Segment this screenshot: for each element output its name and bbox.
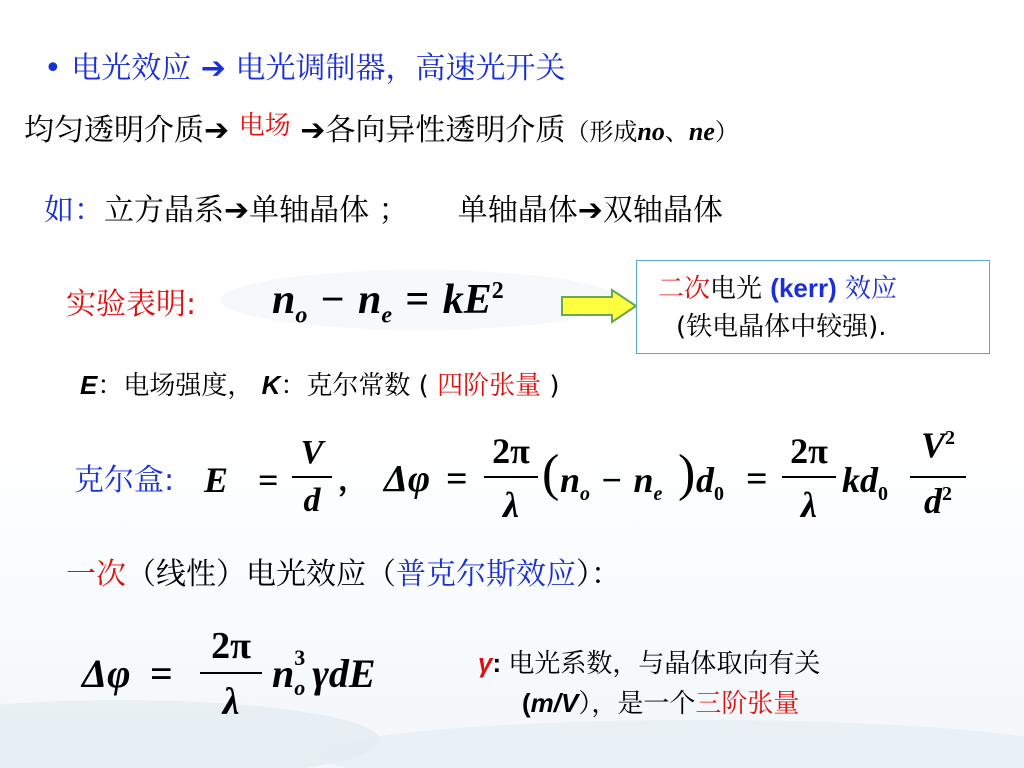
symbol-gamma: γ [478,648,493,678]
third-order-tensor: 三阶张量 [695,689,800,719]
eq2-kd0 [842,462,888,504]
text-uniform-medium: 均匀透明介质 [24,113,204,148]
eq2-rparen: ) [678,445,696,502]
text-anisotropic-medium: 各向异性透明介质 [325,113,566,148]
eq1-E: E [204,460,229,500]
kerr-electro-optic: 电光 [710,274,771,304]
block-arrow-icon [560,288,640,324]
pockels-effect: 普克尔斯效应 [396,557,576,592]
symbol-K: K [261,370,281,400]
separator: 、 [664,118,689,146]
eq2-diff [560,462,662,504]
eq1-equals: = [258,460,279,500]
eq-d: d [924,481,942,521]
eq-kE: kE [442,277,492,323]
eq-d: d [696,460,714,500]
eq-minus: − [601,460,622,500]
line-definitions [80,372,560,399]
eq-sup: 2 [945,427,955,449]
text-biaxial: 双轴晶体 [602,193,723,228]
eq2-den: λ [503,485,519,525]
eq1-den: d [303,482,321,519]
kerr-effect: 效应 [836,274,898,304]
eq-sub: o [294,675,306,700]
kerr-box-line2: (铁电晶体中较强). [676,312,887,342]
kerr-cell-label: 克尔盒: [74,463,175,498]
arrow-icon: ➔ [577,193,603,228]
eq1-comma: ， [338,464,368,497]
text-electric-field: 电场 [238,111,291,141]
eq1-num: V [300,434,324,471]
kerr-name: (kerr) [770,273,837,303]
fourth-order-tensor: 四阶张量 [437,371,542,401]
paren-close: ） [714,118,739,146]
symbol-no: no [637,117,665,146]
eq-gamma-dE: γdE [312,651,376,696]
text-uniaxial-2: 单轴晶体 [457,193,578,228]
eq-n: n [272,277,296,323]
bullet-headline [44,51,566,86]
fraction-bar [292,476,332,478]
eq2-lhs: Δφ [384,458,431,500]
E-description: ：电场强度， [97,371,254,401]
eq-sup: 2 [942,483,952,505]
eq-n: n [560,460,581,500]
eq3-equals: = [150,651,173,696]
eq-sub: 0 [878,483,888,506]
fraction-bar [782,476,836,478]
eq-minus: − [320,277,345,323]
paren-close: ）： [576,557,621,592]
eq2-d0 [696,462,724,504]
line-anisotropy [24,111,739,148]
eq3-num: 2π [211,625,251,667]
paren-open: ( [522,688,531,718]
eq-sub: e [653,483,663,506]
fraction-bar [910,476,966,478]
eq-sup: 3 [294,645,306,670]
headline-part2: 电光调制器，高速光开关 [235,51,566,86]
eq-V: V [920,425,945,465]
text-uniaxial: 单轴晶体 ； [249,193,409,228]
arrow-icon: ➔ [204,113,230,148]
eq-equals: = [405,277,430,323]
linear-eo-text: （线性）电光效应（ [126,557,396,592]
gamma-note-line1 [478,650,820,677]
eq-n: n [272,651,295,696]
fraction-bar [484,476,538,478]
line-pockels [66,557,621,592]
headline-part1: 电光效应 [71,51,192,86]
arrow-icon: ➔ [200,51,226,86]
eq3-lhs: Δφ [82,651,131,696]
eq-n: n [358,277,382,323]
eq-kd: kd [842,460,878,500]
eq3-rest [272,645,376,700]
text-cubic: 立方晶系 [104,193,224,228]
K-description: ：克尔常数 ( [280,371,429,401]
eq2-num2: 2π [790,431,828,471]
gamma-note-line2 [522,690,799,717]
gamma-unit: m/V [530,688,579,718]
eq3-den: λ [222,681,240,723]
eq2-den2: λ [801,485,817,525]
eq-sup: 2 [491,278,504,304]
arrow-icon: ➔ [224,193,250,228]
kerr-quadratic: 二次 [658,274,711,304]
linear-label: 一次 [66,557,126,592]
arrow-icon: ➔ [300,113,326,148]
kerr-box-line1 [658,275,897,302]
eq2-d2 [910,480,966,522]
symbol-E: E [80,370,98,400]
eq2-equals: = [446,458,468,500]
eq-sub: e [381,302,393,329]
eq-sub: o [580,483,591,506]
eq-sub: 0 [714,483,724,506]
eq2-num: 2π [492,431,530,471]
eq-sub: o [295,302,308,329]
example-prefix: 如： [44,193,104,228]
line-example [44,193,723,228]
symbol-ne: ne [688,117,715,146]
eq-n: n [633,460,654,500]
eq2-V2 [910,424,966,466]
eq2-lparen: ( [542,445,560,502]
paren-close: ) [549,371,560,401]
gamma-description: 电光系数，与晶体取向有关 [508,649,821,679]
colon: : [492,648,509,678]
gamma-tensor-text: ），是一个 [578,689,696,719]
kerr-equation [272,278,504,327]
paren-text: （形成 [565,118,638,146]
experiment-label: 实验表明: [66,287,197,322]
eq2-equals2: = [746,458,768,500]
fraction-bar [200,672,262,674]
bullet: • [44,51,62,86]
